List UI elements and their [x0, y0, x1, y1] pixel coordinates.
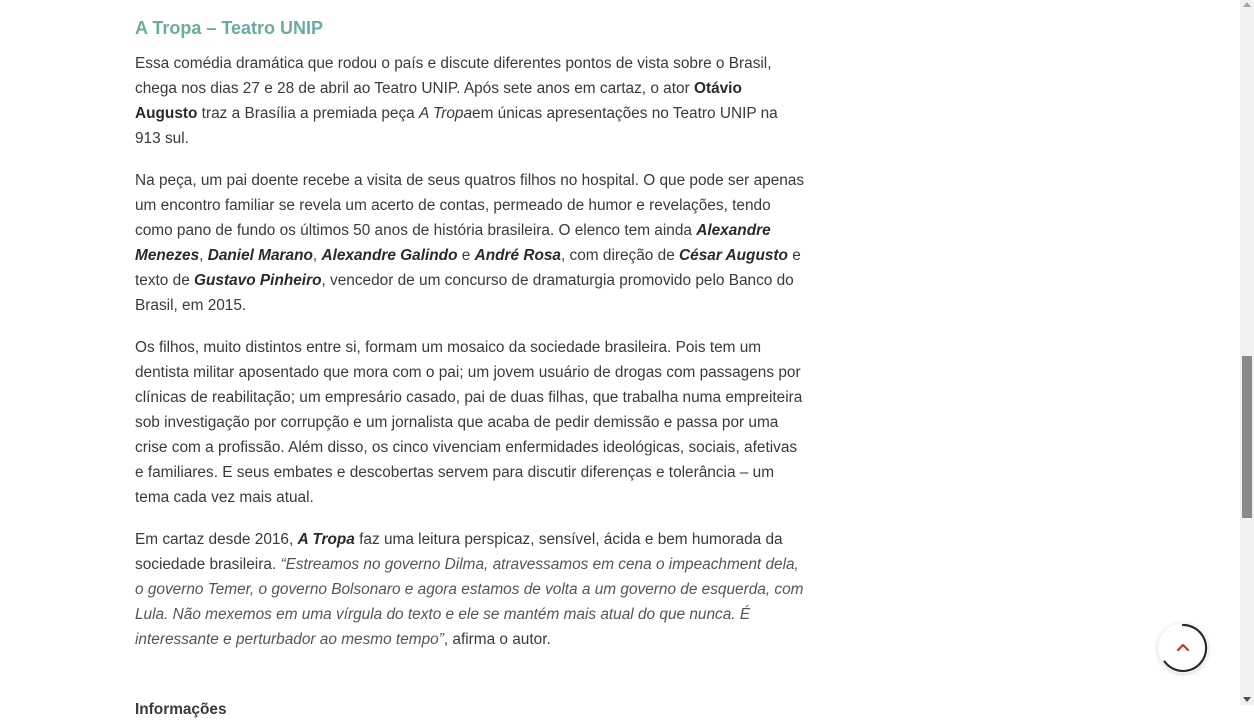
paragraph-characters: Os filhos, muito distintos entre si, formam um mosaico da sociedade brasileira. Pois tem um dentista militar aposentado que mora com o pai; um jovem usuário de drogas com passagens por clínicas de reabilitação; um empresário casado, pai de duas filhas, que trabalha numa empreiteira sob investigação por corrupção e um jornalista que acaba de pedir demissão e passa por uma crise com a profissão. Além disso, os cinco vivenciam enfermidades ideológicas, sociais, afetivas e familiares. E seus embates e descobertas servem para discutir diferenças e tolerância – um tema cada vez mais atual.: [135, 339, 803, 506]
paragraph-intro: Essa comédia dramática que rodou o país e discute diferentes pontos de vista sobre o Brasil, chega nos dias 27 e 28 de abril ao Teatro UNIP. Após sete anos em cartaz, o ator Otávio Augusto traz a Brasília a premiada peça A Tropaem únicas apresentações no Teatro UNIP na 913 sul.: [135, 55, 778, 147]
play-title: A Tropa: [297, 531, 355, 548]
actor-name: Otávio Augusto: [135, 80, 742, 122]
play-title: A Tropa: [418, 105, 473, 122]
director-name: César Augusto: [679, 247, 788, 264]
author-name: Gustavo Pinheiro: [194, 272, 322, 289]
cast-member: Daniel Marano: [207, 247, 313, 264]
section-heading: A Tropa – Teatro UNIP: [135, 18, 324, 38]
cast-member: André Rosa: [474, 247, 561, 264]
next-section-heading: Informações: [135, 701, 227, 718]
scroll-up-arrow-icon[interactable]: [1243, 2, 1251, 7]
back-to-top-button[interactable]: [1158, 623, 1208, 673]
chevron-up-icon: [1158, 623, 1208, 673]
scroll-down-arrow-icon[interactable]: [1243, 697, 1251, 702]
paragraph-plot: Na peça, um pai doente recebe a visita de seus quatros filhos no hospital. O que pode ser apenas um encontro familiar se revela um acerto de contas, permeado de humor e revelações, tendo como pano de fundo os últimos 50 anos de história brasileira. O elenco tem ainda Alexandre Menezes, Daniel Marano, Alexandre Galindo e André Rosa, com direção de César Augusto e texto de Gustavo Pinheiro, vencedor de um concurso de dramaturgia promovido pelo Banco do Brasil, em 2015.: [135, 172, 805, 314]
paragraph-quote: Em cartaz desde 2016, A Tropa faz uma leitura perspicaz, sensível, ácida e bem humorada da sociedade brasileira. “Estreamos no governo Dilma, atravessamos em cena o impeachment dela, o governo Temer, o governo Bolsonaro e agora estamos de volta a um governo de esquerda, com Lula. Não mexemos em uma vírgula do texto e ele se mantém mais atual do que nunca. É interessante e perturbador ao mesmo tempo”, afirma o autor.: [135, 531, 804, 648]
scroll-thumb[interactable]: [1242, 356, 1252, 518]
author-quote: “Estreamos no governo Dilma, atravessamos em cena o impeachment dela, o governo Temer, o governo Bolsonaro e agora estamos de volta a um governo de esquerda, com Lula. Não mexemos em uma vírgula do texto e ele se mantém mais atual do que nunca. É interessante e perturbador ao mesmo tempo”: [135, 556, 804, 648]
article-body: [135, 14, 805, 669]
cast-member: Alexandre Menezes: [135, 222, 771, 264]
page-scrollbar[interactable]: [1240, 0, 1254, 705]
cast-member: Alexandre Galindo: [321, 247, 458, 264]
